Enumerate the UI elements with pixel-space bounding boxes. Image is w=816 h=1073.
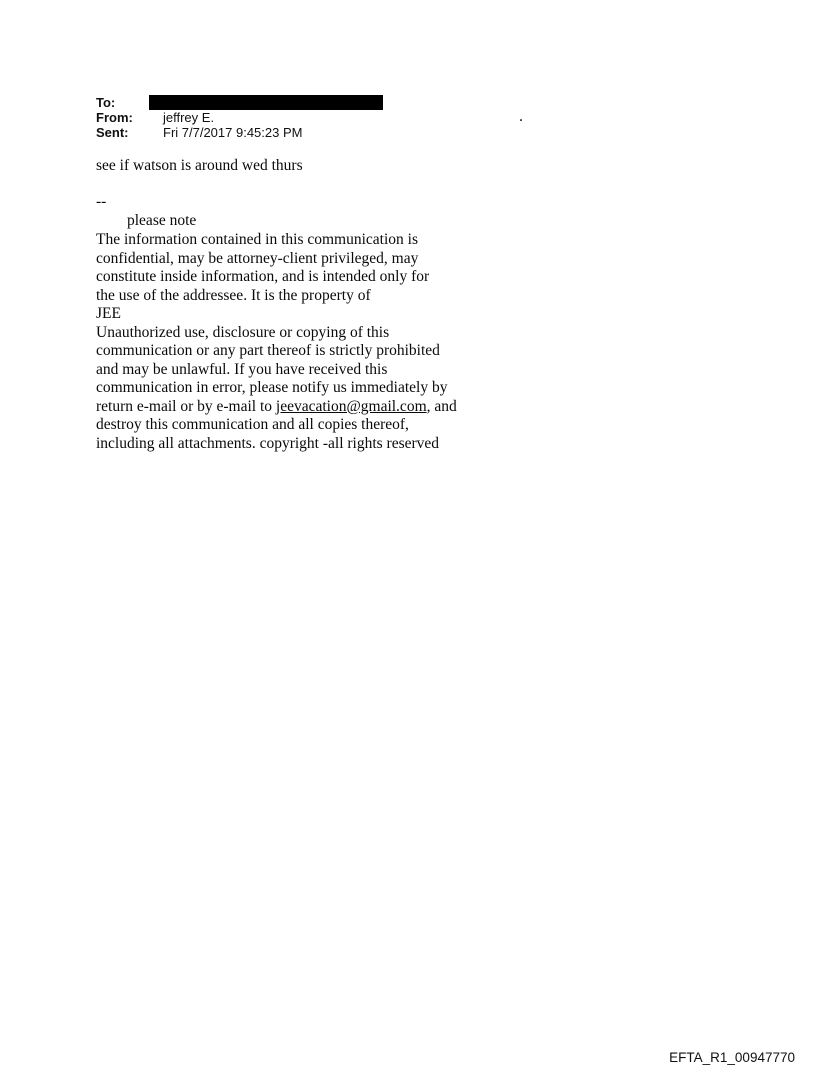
disclaimer-line: The information contained in this communication is <box>96 231 418 248</box>
disclaimer-line-pre-link: return e-mail or by e-mail to <box>96 397 276 415</box>
disclaimer-line-with-link <box>96 398 457 417</box>
signature-separator: -- <box>96 193 107 210</box>
disclaimer-line: the use of the addressee. It is the property of <box>96 286 371 304</box>
disclaimer-paragraph <box>96 231 457 453</box>
stray-dot-mark: . <box>519 108 523 125</box>
disclaimer-line: destroy this communication and all copies thereof, <box>96 416 409 433</box>
from-value: jeffrey E. <box>163 110 215 125</box>
disclaimer-line: and may be unlawful. If you have received this <box>96 360 388 378</box>
disclaimer-line: communication in error, please notify us immediately by <box>96 379 448 396</box>
disclaimer-line: constitute inside information, and is intended only for <box>96 268 430 285</box>
disclaimer-line: including all attachments. copyright -all rights reserved <box>96 434 440 452</box>
message-body-text: see if watson is around wed thurs <box>96 157 303 174</box>
sent-value: Fri 7/7/2017 9:45:23 PM <box>163 125 303 140</box>
disclaimer-line: communication or any part thereof is strictly prohibited <box>96 342 440 359</box>
to-label: To: <box>96 95 116 110</box>
sent-label: Sent: <box>96 125 129 140</box>
disclaimer-line: confidential, may be attorney-client privileged, may <box>96 249 419 267</box>
redaction-bar <box>149 95 383 110</box>
bates-number: EFTA_R1_00947770 <box>669 1050 795 1065</box>
disclaimer-line-post-link: , and <box>426 397 457 415</box>
disclaimer-heading: please note <box>127 212 197 229</box>
disclaimer-line: JEE <box>96 305 121 322</box>
disclaimer-line: Unauthorized use, disclosure or copying of this <box>96 323 390 341</box>
from-label: From: <box>96 110 133 125</box>
email-link[interactable]: jeevacation@gmail.com <box>275 397 427 415</box>
